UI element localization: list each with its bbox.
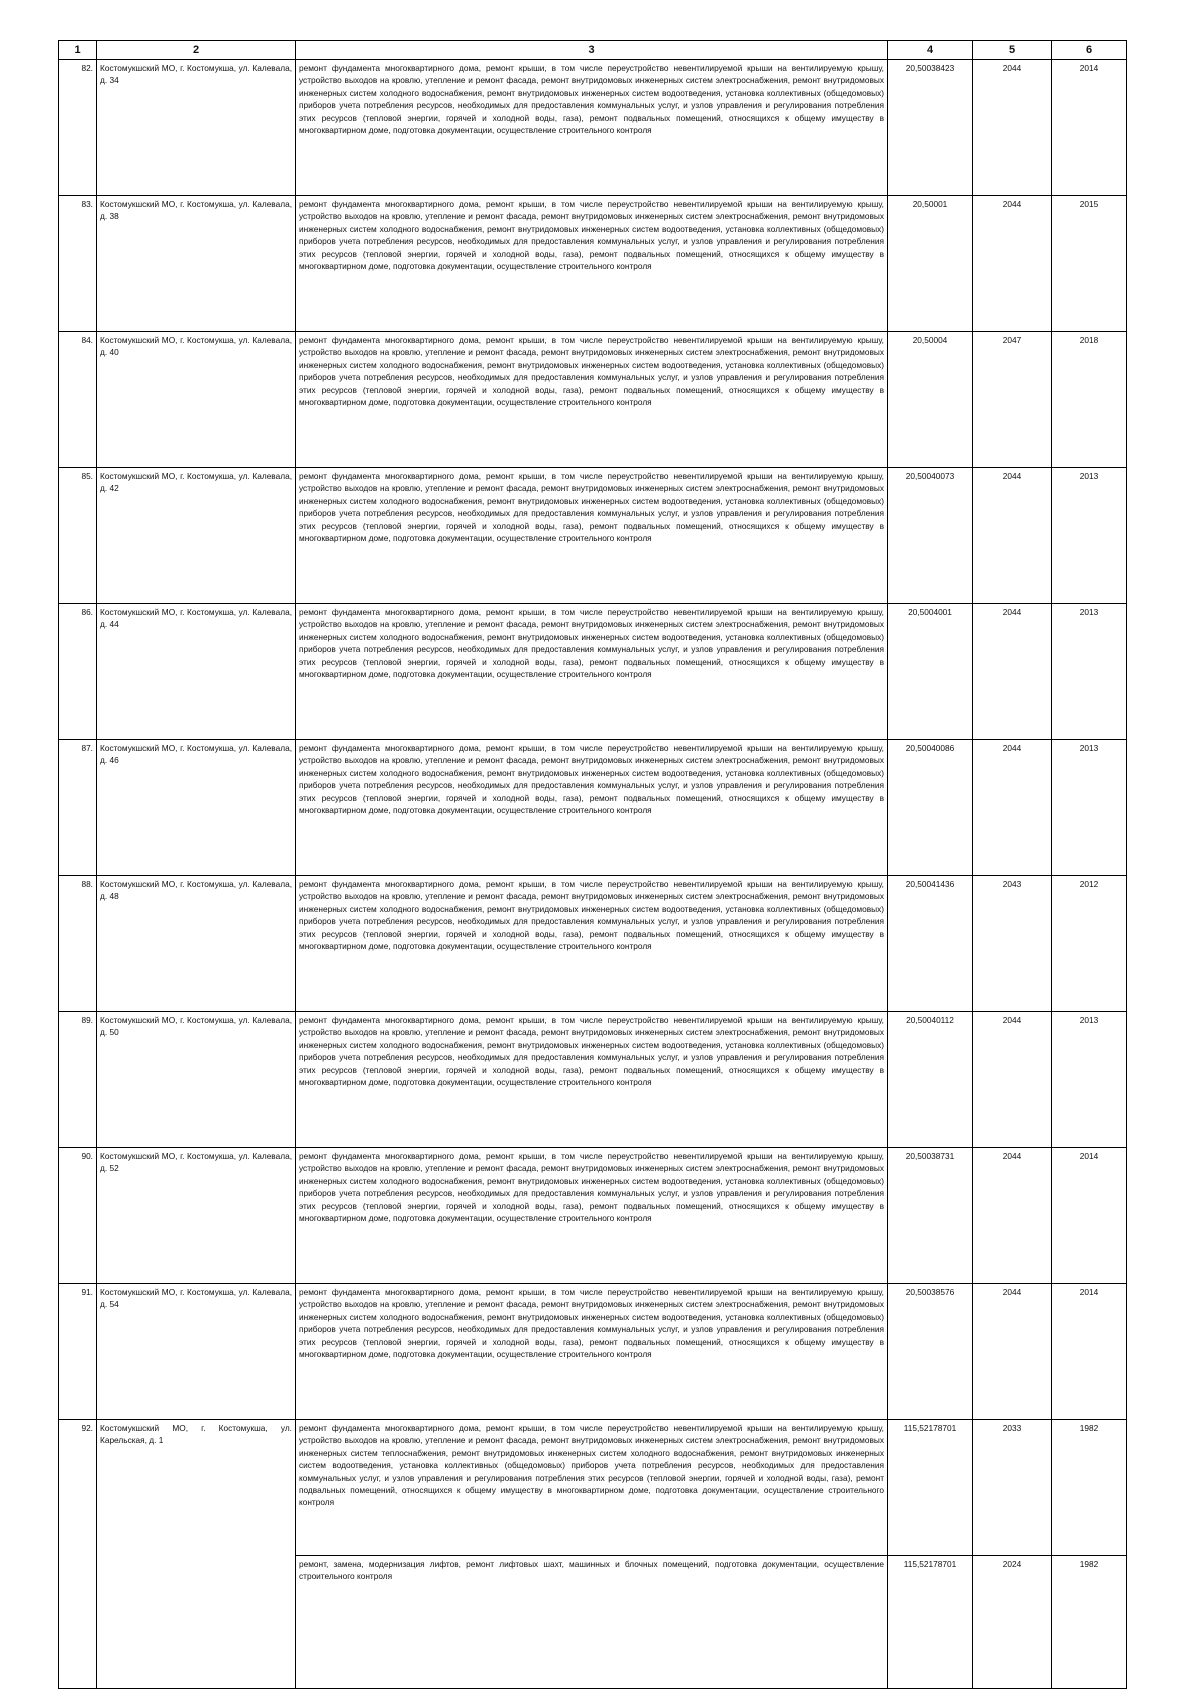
row-address: Костомукшский МО, г. Костомукша, ул. Калевала, д. 54 bbox=[97, 1284, 296, 1420]
row-works: ремонт фундамента многоквартирного дома, ремонт крыши, в том числе переустройство невентилируемой крыши на вентилируемую крышу, устройство выходов на кровлю, утепление и ремонт фасада, ремонт внутридомовых инженерных систем электроснабжения, ремонт внутридомовых инженерных систем холодного водоснабжения, ремонт внутридомовых инженерных систем водоотведения, установка коллективных (общедомовых) приборов учета потребления ресурсов, необходимых для предоставления коммунальных услуг, и узлов управления и регулирования потребления этих ресурсов (тепловой энергии, горячей и холодной воды, газа), ремонт подвальных помещений, относящихся к общему имуществу в многоквартирном доме, подготовка документации, осуществление строительного контроля bbox=[296, 1012, 888, 1148]
row-number: 86. bbox=[59, 604, 97, 740]
row-col5: 2024 bbox=[973, 1556, 1052, 1689]
row-col5: 2047 bbox=[973, 332, 1052, 468]
row-address: Костомукшский МО, г. Костомукша, ул. Калевала, д. 46 bbox=[97, 740, 296, 876]
row-number: 85. bbox=[59, 468, 97, 604]
row-works: ремонт фундамента многоквартирного дома, ремонт крыши, в том числе переустройство невентилируемой крыши на вентилируемую крышу, устройство выходов на кровлю, утепление и ремонт фасада, ремонт внутридомовых инженерных систем электроснабжения, ремонт внутридомовых инженерных систем холодного водоснабжения, ремонт внутридомовых инженерных систем водоотведения, установка коллективных (общедомовых) приборов учета потребления ресурсов, необходимых для предоставления коммунальных услуг, и узлов управления и регулирования потребления этих ресурсов (тепловой энергии, горячей и холодной воды, газа), ремонт подвальных помещений, относящихся к общему имуществу в многоквартирном доме, подготовка документации, осуществление строительного контроля bbox=[296, 876, 888, 1012]
table-row bbox=[59, 1012, 1127, 1148]
row-col5: 2044 bbox=[973, 60, 1052, 196]
row-col6: 2012 bbox=[1052, 876, 1127, 1012]
row-col6: 1982 bbox=[1052, 1556, 1127, 1689]
row-address: Костомукшский МО, г. Костомукша, ул. Калевала, д. 48 bbox=[97, 876, 296, 1012]
row-works-lifts: ремонт, замена, модернизация лифтов, ремонт лифтовых шахт, машинных и блочных помещений, подготовка документации, осуществление строительного контроля bbox=[296, 1556, 888, 1689]
row-number: 90. bbox=[59, 1148, 97, 1284]
row-col4: 20,50040086 bbox=[888, 740, 973, 876]
row-address: Костомукшский МО, г. Костомукша, ул. Калевала, д. 40 bbox=[97, 332, 296, 468]
row-works: ремонт фундамента многоквартирного дома, ремонт крыши, в том числе переустройство невентилируемой крыши на вентилируемую крышу, устройство выходов на кровлю, утепление и ремонт фасада, ремонт внутридомовых инженерных систем электроснабжения, ремонт внутридомовых инженерных систем холодного водоснабжения, ремонт внутридомовых инженерных систем водоотведения, установка коллективных (общедомовых) приборов учета потребления ресурсов, необходимых для предоставления коммунальных услуг, и узлов управления и регулирования потребления этих ресурсов (тепловой энергии, горячей и холодной воды, газа), ремонт подвальных помещений, относящихся к общему имуществу в многоквартирном доме, подготовка документации, осуществление строительного контроля bbox=[296, 604, 888, 740]
row-col4: 20,50040073 bbox=[888, 468, 973, 604]
row-col6: 2015 bbox=[1052, 196, 1127, 332]
row-col6: 2013 bbox=[1052, 604, 1127, 740]
row-col4: 20,50001 bbox=[888, 196, 973, 332]
table-row bbox=[59, 468, 1127, 604]
row-address: Костомукшский МО, г. Костомукша, ул. Калевала, д. 34 bbox=[97, 60, 296, 196]
row-col4: 20,50041436 bbox=[888, 876, 973, 1012]
row-col5: 2044 bbox=[973, 740, 1052, 876]
table-row bbox=[59, 332, 1127, 468]
row-col5: 2043 bbox=[973, 876, 1052, 1012]
row-works: ремонт фундамента многоквартирного дома, ремонт крыши, в том числе переустройство невентилируемой крыши на вентилируемую крышу, устройство выходов на кровлю, утепление и ремонт фасада, ремонт внутридомовых инженерных систем электроснабжения, ремонт внутридомовых инженерных систем холодного водоснабжения, ремонт внутридомовых инженерных систем водоотведения, установка коллективных (общедомовых) приборов учета потребления ресурсов, необходимых для предоставления коммунальных услуг, и узлов управления и регулирования потребления этих ресурсов (тепловой энергии, горячей и холодной воды, газа), ремонт подвальных помещений, относящихся к общему имуществу в многоквартирном доме, подготовка документации, осуществление строительного контроля bbox=[296, 196, 888, 332]
row-number: 89. bbox=[59, 1012, 97, 1148]
header-row bbox=[59, 41, 1127, 60]
row-col5: 2044 bbox=[973, 196, 1052, 332]
row-col6: 2014 bbox=[1052, 60, 1127, 196]
table-row bbox=[59, 740, 1127, 876]
row-address: Костомукшский МО, г. Костомукша, ул. Карельская, д. 1 bbox=[97, 1420, 296, 1689]
row-col6: 2014 bbox=[1052, 1148, 1127, 1284]
row-col6: 2014 bbox=[1052, 1284, 1127, 1420]
row-col5: 2044 bbox=[973, 1012, 1052, 1148]
table-row bbox=[59, 1284, 1127, 1420]
header-col-1: 1 bbox=[59, 41, 97, 60]
row-col4: 20,50040112 bbox=[888, 1012, 973, 1148]
row-works: ремонт фундамента многоквартирного дома, ремонт крыши, в том числе переустройство невентилируемой крыши на вентилируемую крышу, устройство выходов на кровлю, утепление и ремонт фасада, ремонт внутридомовых инженерных систем электроснабжения, ремонт внутридомовых инженерных систем холодного водоснабжения, ремонт внутридомовых инженерных систем водоотведения, установка коллективных (общедомовых) приборов учета потребления ресурсов, необходимых для предоставления коммунальных услуг, и узлов управления и регулирования потребления этих ресурсов (тепловой энергии, горячей и холодной воды, газа), ремонт подвальных помещений, относящихся к общему имуществу в многоквартирном доме, подготовка документации, осуществление строительного контроля bbox=[296, 468, 888, 604]
row-col4: 20,50004 bbox=[888, 332, 973, 468]
table-row bbox=[59, 604, 1127, 740]
row-number: 91. bbox=[59, 1284, 97, 1420]
capital-repair-table bbox=[58, 40, 1127, 1689]
row-col4: 20,5004001 bbox=[888, 604, 973, 740]
row-number: 87. bbox=[59, 740, 97, 876]
row-col4: 20,50038423 bbox=[888, 60, 973, 196]
table-row bbox=[59, 196, 1127, 332]
row-col5: 2033 bbox=[973, 1420, 1052, 1556]
row-col5: 2044 bbox=[973, 1148, 1052, 1284]
row-col6: 2013 bbox=[1052, 468, 1127, 604]
row-works: ремонт фундамента многоквартирного дома, ремонт крыши, в том числе переустройство невентилируемой крыши на вентилируемую крышу, устройство выходов на кровлю, утепление и ремонт фасада, ремонт внутридомовых инженерных систем электроснабжения, ремонт внутридомовых инженерных систем холодного водоснабжения, ремонт внутридомовых инженерных систем водоотведения, установка коллективных (общедомовых) приборов учета потребления ресурсов, необходимых для предоставления коммунальных услуг, и узлов управления и регулирования потребления этих ресурсов (тепловой энергии, горячей и холодной воды, газа), ремонт подвальных помещений, относящихся к общему имуществу в многоквартирном доме, подготовка документации, осуществление строительного контроля bbox=[296, 1284, 888, 1420]
row-col6: 2013 bbox=[1052, 1012, 1127, 1148]
row-col5: 2044 bbox=[973, 1284, 1052, 1420]
row-number: 84. bbox=[59, 332, 97, 468]
row-number: 82. bbox=[59, 60, 97, 196]
header-col-5: 5 bbox=[973, 41, 1052, 60]
row-number: 88. bbox=[59, 876, 97, 1012]
row-col4: 115,52178701 bbox=[888, 1556, 973, 1689]
row-col4: 20,50038576 bbox=[888, 1284, 973, 1420]
row-col6: 1982 bbox=[1052, 1420, 1127, 1556]
row-col4: 115,52178701 bbox=[888, 1420, 973, 1556]
row-works: ремонт фундамента многоквартирного дома, ремонт крыши, в том числе переустройство невентилируемой крыши на вентилируемую крышу, устройство выходов на кровлю, утепление и ремонт фасада, ремонт внутридомовых инженерных систем электроснабжения, ремонт внутридомовых инженерных систем холодного водоснабжения, ремонт внутридомовых инженерных систем водоотведения, установка коллективных (общедомовых) приборов учета потребления ресурсов, необходимых для предоставления коммунальных услуг, и узлов управления и регулирования потребления этих ресурсов (тепловой энергии, горячей и холодной воды, газа), ремонт подвальных помещений, относящихся к общему имуществу в многоквартирном доме, подготовка документации, осуществление строительного контроля bbox=[296, 332, 888, 468]
row-works: ремонт фундамента многоквартирного дома, ремонт крыши, в том числе переустройство невентилируемой крыши на вентилируемую крышу, устройство выходов на кровлю, утепление и ремонт фасада, ремонт внутридомовых инженерных систем электроснабжения, ремонт внутридомовых инженерных систем холодного водоснабжения, ремонт внутридомовых инженерных систем водоотведения, установка коллективных (общедомовых) приборов учета потребления ресурсов, необходимых для предоставления коммунальных услуг, и узлов управления и регулирования потребления этих ресурсов (тепловой энергии, горячей и холодной воды, газа), ремонт подвальных помещений, относящихся к общему имуществу в многоквартирном доме, подготовка документации, осуществление строительного контроля bbox=[296, 1148, 888, 1284]
row-number: 83. bbox=[59, 196, 97, 332]
row-col4: 20,50038731 bbox=[888, 1148, 973, 1284]
row-works: ремонт фундамента многоквартирного дома, ремонт крыши, в том числе переустройство невентилируемой крыши на вентилируемую крышу, устройство выходов на кровлю, утепление и ремонт фасада, ремонт внутридомовых инженерных систем электроснабжения, ремонт внутридомовых инженерных систем теплоснабжения, ремонт внутридомовых инженерных систем холодного водоснабжения, ремонт внутридомовых инженерных систем водоотведения, установка коллективных (общедомовых) приборов учета потребления ресурсов, необходимых для предоставления коммунальных услуг, и узлов управления и регулирования потребления этих ресурсов (тепловой энергии, горячей и холодной воды, газа), ремонт подвальных помещений, относящихся к общему имуществу в многоквартирном доме, подготовка документации, осуществление строительного контроля bbox=[296, 1420, 888, 1556]
row-col5: 2044 bbox=[973, 604, 1052, 740]
table-row bbox=[59, 60, 1127, 196]
header-col-3: 3 bbox=[296, 41, 888, 60]
row-col5: 2044 bbox=[973, 468, 1052, 604]
table-row bbox=[59, 876, 1127, 1012]
header-col-6: 6 bbox=[1052, 41, 1127, 60]
header-col-4: 4 bbox=[888, 41, 973, 60]
row-col6: 2013 bbox=[1052, 740, 1127, 876]
row-works: ремонт фундамента многоквартирного дома, ремонт крыши, в том числе переустройство невентилируемой крыши на вентилируемую крышу, устройство выходов на кровлю, утепление и ремонт фасада, ремонт внутридомовых инженерных систем электроснабжения, ремонт внутридомовых инженерных систем холодного водоснабжения, ремонт внутридомовых инженерных систем водоотведения, установка коллективных (общедомовых) приборов учета потребления ресурсов, необходимых для предоставления коммунальных услуг, и узлов управления и регулирования потребления этих ресурсов (тепловой энергии, горячей и холодной воды, газа), ремонт подвальных помещений, относящихся к общему имуществу в многоквартирном доме, подготовка документации, осуществление строительного контроля bbox=[296, 60, 888, 196]
header-col-2: 2 bbox=[97, 41, 296, 60]
row-address: Костомукшский МО, г. Костомукша, ул. Калевала, д. 52 bbox=[97, 1148, 296, 1284]
table-row bbox=[59, 1148, 1127, 1284]
row-address: Костомукшский МО, г. Костомукша, ул. Калевала, д. 44 bbox=[97, 604, 296, 740]
table-row bbox=[59, 1420, 1127, 1556]
row-address: Костомукшский МО, г. Костомукша, ул. Калевала, д. 42 bbox=[97, 468, 296, 604]
row-address: Костомукшский МО, г. Костомукша, ул. Калевала, д. 38 bbox=[97, 196, 296, 332]
row-col6: 2018 bbox=[1052, 332, 1127, 468]
row-number: 92. bbox=[59, 1420, 97, 1689]
row-address: Костомукшский МО, г. Костомукша, ул. Калевала, д. 50 bbox=[97, 1012, 296, 1148]
row-works: ремонт фундамента многоквартирного дома, ремонт крыши, в том числе переустройство невентилируемой крыши на вентилируемую крышу, устройство выходов на кровлю, утепление и ремонт фасада, ремонт внутридомовых инженерных систем электроснабжения, ремонт внутридомовых инженерных систем холодного водоснабжения, ремонт внутридомовых инженерных систем водоотведения, установка коллективных (общедомовых) приборов учета потребления ресурсов, необходимых для предоставления коммунальных услуг, и узлов управления и регулирования потребления этих ресурсов (тепловой энергии, горячей и холодной воды, газа), ремонт подвальных помещений, относящихся к общему имуществу в многоквартирном доме, подготовка документации, осуществление строительного контроля bbox=[296, 740, 888, 876]
